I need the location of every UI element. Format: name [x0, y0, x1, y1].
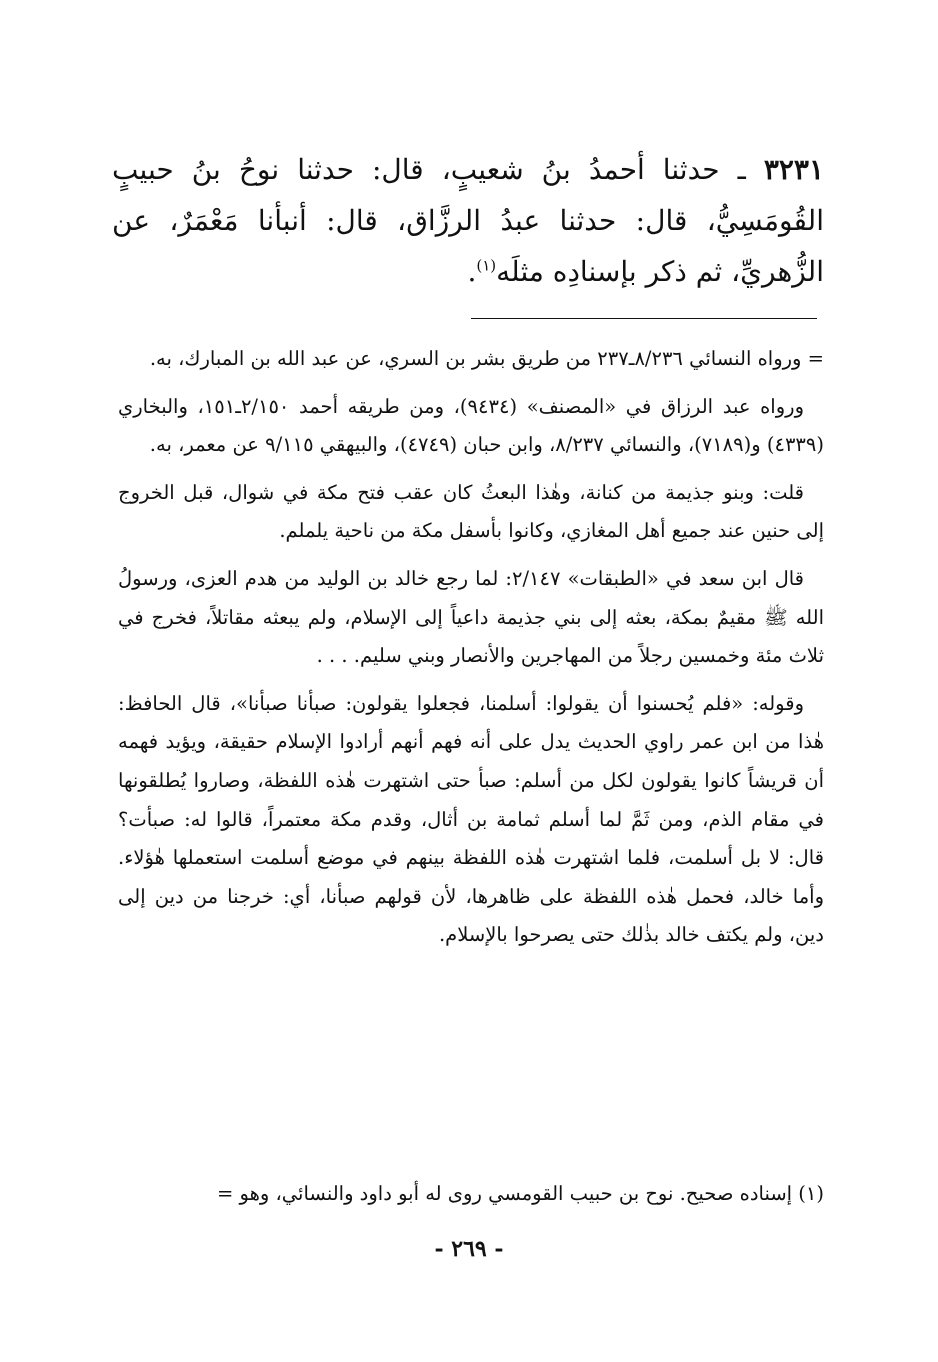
- note-paragraph: = ورواه النسائي ٨/٢٣٦ـ٢٣٧ من طريق بشر بن السري، عن عبد الله بن المبارك، به.: [149, 347, 824, 370]
- hadith-body: ـ حدثنا أحمدُ بنُ شعيبٍ، قال: حدثنا نوحُ بنُ حبيبٍ القُومَسِيُّ، قال: حدثنا عبدُ الرزَّاق، قال: أنبأنا مَعْمَرٌ، عن الزُّهريِّ، ثم ذكر بإسنادِه مثلَه: [112, 153, 824, 288]
- hadith-end: .: [467, 255, 477, 288]
- footnote-marker: (١): [476, 256, 497, 275]
- footnote: (١) إسناده صحيح. نوح بن حبيب القومسي روى له أبو داود والنسائي، وهو =: [217, 1182, 824, 1205]
- note-paragraph: قلت: وبنو جذيمة من كنانة، وهٰذا البعثُ كان عقب فتح مكة في شوال، قبل الخروج إلى حنين عند جميع أهل المغازي، وكانوا بأسفل مكة من ناحية يلملم.: [118, 480, 824, 543]
- page-number: - ٢٦٩ -: [434, 1236, 504, 1262]
- footnote-separator: [471, 318, 817, 319]
- hadith-text: [112, 144, 824, 297]
- commentary-notes: [118, 340, 824, 955]
- note-paragraph: ورواه عبد الرزاق في «المصنف» (٩٤٣٤)، ومن طريقه أحمد ٢/١٥٠ـ١٥١، والبخاري (٤٣٣٩) و(٧١٨٩)، والنسائي ٨/٢٣٧، وابن حبان (٤٧٤٩)، والبيهقي ٩/١١٥ عن معمر، به.: [118, 394, 824, 457]
- note-paragraph: قال ابن سعد في «الطبقات» ٢/١٤٧: لما رجع خالد بن الوليد من هدم العزى، ورسولُ الله ﷺ مقيمٌ بمكة، بعثه إلى بني جذيمة داعياً إلى الإسلام، ولم يبعثه مقاتلاً، فخرج في ثلاث مئة وخمسين رجلاً من المهاجرين والأنصار وبني سليم. . . .: [118, 566, 824, 668]
- note-paragraph: وقوله: «فلم يُحسنوا أن يقولوا: أسلمنا، فجعلوا يقولون: صبأنا صبأنا»، قال الحافظ: هٰذا من ابن عمر راوي الحديث يدل على أنه فهم أنهم أرادوا الإسلام حقيقة، ويؤيد فهمه أن قريشاً كانوا يقولون لكل من أسلم: صبأ حتى اشتهرت هٰذه اللفظة، وصاروا يُطلقونها في مقام الذم، ومن ثَمَّ لما أسلم ثمامة بن أثال، وقدم مكة معتمراً، قالوا له: صبأت؟ قال: لا بل أسلمت، فلما اشتهرت هٰذه اللفظة بينهم في موضع أسلمت استعملها هٰؤلاء. وأما خالد، فحمل هٰذه اللفظة على ظاهرها، لأن قولهم صبأنا، أي: خرجنا من دين إلى دين، ولم يكتف خالد بذٰلك حتى يصرحوا بالإسلام.: [118, 691, 824, 947]
- hadith-number: ٣٢٣١: [763, 153, 824, 186]
